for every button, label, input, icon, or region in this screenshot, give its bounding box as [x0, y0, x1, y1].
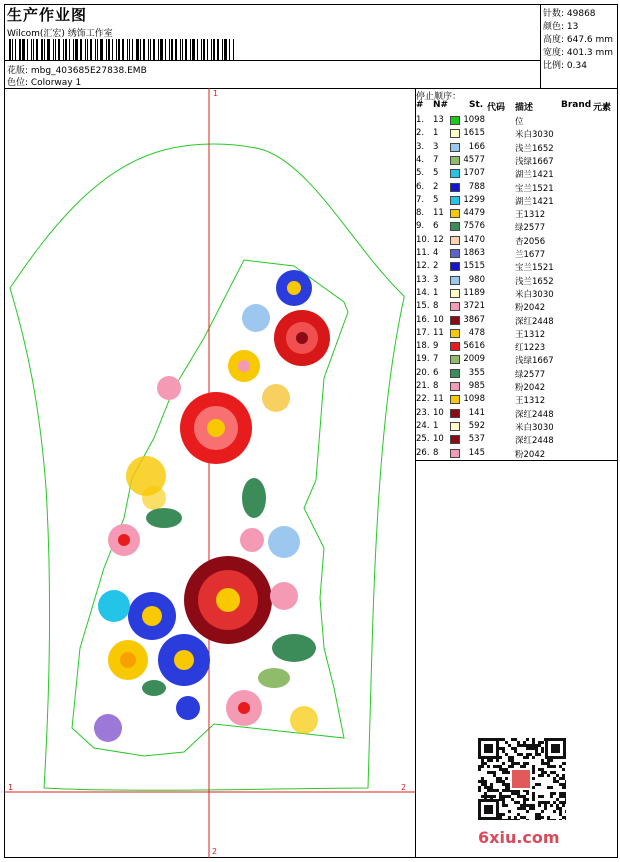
row-index: 24. — [416, 420, 430, 431]
barcode-bar — [95, 39, 96, 61]
row-index: 16. — [416, 314, 430, 325]
legend-row — [415, 127, 618, 140]
barcode-bar — [169, 39, 170, 61]
row-needle: 8 — [433, 381, 439, 391]
barcode-bar — [55, 39, 56, 61]
barcode-bar — [97, 39, 98, 61]
row-index: 13. — [416, 274, 430, 285]
barcode-bar — [165, 39, 166, 61]
row-index: 12. — [416, 261, 430, 272]
row-description: 位 — [515, 117, 524, 127]
col-header-needle: N# — [433, 100, 449, 110]
row-stitches: 166 — [468, 141, 485, 152]
barcode — [9, 39, 235, 61]
row-description: 兰1677 — [515, 250, 546, 260]
row-index: 21. — [416, 381, 430, 391]
barcode-bar — [224, 39, 227, 61]
legend-row — [415, 340, 618, 353]
barcode-bar — [160, 39, 163, 61]
legend-row — [415, 207, 618, 220]
row-index: 7. — [416, 194, 425, 205]
color-swatch — [450, 156, 460, 165]
col-header-code: 代码 — [487, 103, 506, 113]
color-swatch — [450, 329, 460, 338]
barcode-bar — [190, 39, 191, 61]
legend-row — [415, 393, 618, 406]
row-needle: 10 — [433, 407, 444, 418]
barcode-bar — [58, 39, 60, 61]
stats-panel — [540, 4, 618, 88]
row-stitches: 788 — [468, 181, 485, 192]
legend-row — [415, 220, 618, 233]
row-needle: 6 — [433, 367, 439, 378]
row-description: 深红2448 — [515, 409, 554, 420]
color-swatch — [450, 129, 460, 138]
legend-row — [415, 181, 618, 194]
row-description: 浅兰1652 — [515, 143, 554, 154]
barcode-bar — [180, 39, 181, 61]
col-header-desc: 描述 — [515, 103, 534, 113]
color-swatch — [450, 236, 460, 245]
barcode-bar — [80, 39, 82, 61]
barcode-bar — [108, 39, 110, 61]
barcode-bar — [9, 39, 11, 61]
color-swatch — [450, 222, 460, 231]
row-needle: 8 — [433, 447, 439, 458]
barcode-bar — [171, 39, 173, 61]
barcode-bar — [158, 39, 159, 61]
barcode-bar — [33, 39, 34, 61]
color-swatch — [450, 209, 460, 218]
row-description: 深红2448 — [515, 436, 554, 447]
row-description: 王1312 — [515, 396, 546, 407]
legend-row — [415, 114, 618, 127]
row-description: 粉2042 — [515, 383, 546, 393]
row-description: 绿2577 — [515, 369, 546, 380]
row-stitches: 355 — [468, 367, 485, 378]
legend-row — [415, 247, 618, 260]
barcode-bar — [222, 39, 223, 61]
barcode-bar — [15, 39, 16, 61]
barcode-bar — [182, 39, 183, 61]
barcode-bar — [150, 39, 151, 61]
barcode-bar — [31, 39, 32, 61]
barcode-bar — [12, 39, 13, 61]
row-stitches: 5616 — [463, 341, 485, 352]
legend-row — [415, 353, 618, 366]
color-swatch — [450, 116, 460, 125]
watermark-logo: 6xiu.com — [478, 828, 560, 847]
legend-row — [415, 314, 618, 327]
row-index: 25. — [416, 434, 430, 445]
barcode-bar — [148, 39, 149, 61]
row-needle: 11 — [433, 394, 444, 405]
design-width: 宽度: 401.3 mm — [543, 48, 614, 58]
row-stitches: 1515 — [463, 261, 485, 272]
legend-divider — [415, 460, 618, 461]
color-swatch — [450, 302, 460, 311]
row-index: 3. — [416, 141, 425, 152]
color-swatch — [450, 409, 460, 418]
row-description: 米白3030 — [515, 422, 554, 433]
barcode-bar — [153, 39, 155, 61]
row-needle: 11 — [433, 327, 444, 338]
legend-row — [415, 154, 618, 167]
barcode-bar — [85, 39, 86, 61]
color-swatch — [450, 435, 460, 444]
row-stitches: 2009 — [463, 354, 485, 365]
row-index: 5. — [416, 168, 425, 179]
col-header-num: # — [416, 100, 424, 110]
barcode-bar — [122, 39, 124, 61]
col-header-brand: Brand — [561, 100, 592, 110]
row-description: 杏2056 — [515, 236, 546, 247]
marker-left: 1 — [8, 783, 14, 792]
barcode-bar — [192, 39, 195, 61]
row-index: 2. — [416, 128, 425, 139]
legend-row — [415, 141, 618, 154]
barcode-bar — [63, 39, 64, 61]
embroidery-preview — [4, 88, 415, 858]
color-swatch — [450, 262, 460, 271]
barcode-bar — [211, 39, 212, 61]
barcode-bar — [69, 39, 70, 61]
color-swatch — [450, 289, 460, 298]
row-stitches: 1098 — [463, 115, 485, 125]
row-stitches: 985 — [468, 381, 485, 391]
row-stitches: 980 — [468, 274, 485, 285]
barcode-bar — [136, 39, 139, 61]
row-index: 15. — [416, 301, 430, 312]
marker-top: 1 — [213, 89, 219, 98]
row-stitches: 141 — [468, 407, 485, 418]
row-needle: 1 — [433, 287, 439, 298]
barcode-bar — [36, 39, 38, 61]
stitch-count: 针数: 49868 — [543, 9, 596, 19]
legend-row — [415, 287, 618, 300]
barcode-bar — [27, 39, 28, 61]
row-index: 19. — [416, 354, 430, 365]
row-stitches: 1189 — [463, 287, 485, 298]
row-stitches: 3867 — [463, 314, 485, 325]
row-index: 14. — [416, 287, 430, 298]
barcode-bar — [175, 39, 177, 61]
row-index: 8. — [416, 208, 425, 219]
row-needle: 12 — [433, 234, 444, 245]
barcode-bar — [75, 39, 78, 61]
legend-row — [415, 194, 618, 207]
row-index: 11. — [416, 248, 430, 258]
page-title: 生产作业图 — [7, 6, 88, 24]
row-needle: 1 — [433, 420, 439, 431]
color-swatch — [450, 183, 460, 192]
barcode-bar — [118, 39, 120, 61]
row-needle: 13 — [433, 115, 444, 125]
barcode-bar — [229, 39, 230, 61]
design-height: 高度: 647.6 mm — [543, 35, 614, 45]
barcode-bar — [207, 39, 208, 61]
row-needle: 10 — [433, 434, 444, 445]
row-index: 6. — [416, 181, 425, 192]
barcode-bar — [47, 39, 50, 61]
row-stitches: 1863 — [463, 248, 485, 258]
row-description: 湖兰1421 — [515, 170, 554, 181]
divider — [4, 60, 540, 61]
row-description: 米白3030 — [515, 130, 554, 141]
row-description: 浅绿1667 — [515, 156, 554, 167]
barcode-bar — [185, 39, 187, 61]
color-swatch — [450, 449, 460, 458]
color-swatch — [450, 169, 460, 178]
row-needle: 6 — [433, 221, 439, 232]
row-index: 22. — [416, 394, 430, 405]
legend-row — [415, 367, 618, 380]
row-needle: 7 — [433, 154, 439, 165]
barcode-bar — [90, 39, 92, 61]
legend-row — [415, 433, 618, 446]
company-name: Wilcom(汇宏) 绣饰工作室 — [7, 29, 113, 39]
row-description: 王1312 — [515, 329, 546, 340]
qr-code — [478, 738, 566, 820]
row-description: 宝兰1521 — [515, 183, 554, 194]
row-description: 浅兰1652 — [515, 276, 554, 287]
row-index: 4. — [416, 154, 425, 165]
row-description: 绿2577 — [515, 223, 546, 234]
row-stitches: 145 — [468, 447, 485, 458]
row-stitches: 4577 — [463, 154, 485, 165]
barcode-bar — [87, 39, 88, 61]
design-filename: 花版: mbg_403685E27838.EMB — [7, 66, 147, 76]
row-description: 米白3030 — [515, 289, 554, 300]
legend-title: 停止顺序： — [416, 92, 462, 102]
barcode-bar — [65, 39, 67, 61]
row-index: 18. — [416, 341, 430, 352]
barcode-bar — [201, 39, 202, 61]
barcode-bar — [53, 39, 54, 61]
row-description: 粉2042 — [515, 303, 546, 314]
barcode-bar — [112, 39, 113, 61]
barcode-bar — [100, 39, 103, 61]
color-sequence-legend — [415, 88, 618, 460]
color-swatch — [450, 395, 460, 404]
embroidery-flowers — [94, 270, 330, 742]
barcode-bar — [213, 39, 215, 61]
barcode-bar — [129, 39, 130, 61]
barcode-bar — [143, 39, 145, 61]
legend-row — [415, 274, 618, 287]
col-header-element: 元素 — [593, 103, 612, 113]
row-needle: 2 — [433, 181, 439, 192]
legend-row — [415, 380, 618, 393]
sleeve-outline — [10, 144, 407, 792]
row-index: 10. — [416, 234, 430, 245]
row-index: 23. — [416, 407, 430, 418]
barcode-bar — [44, 39, 45, 61]
color-swatch — [450, 355, 460, 364]
barcode-bar — [233, 39, 234, 61]
color-swatch — [450, 276, 460, 285]
legend-row — [415, 407, 618, 420]
row-needle: 11 — [433, 208, 444, 219]
row-needle: 8 — [433, 301, 439, 312]
row-needle: 3 — [433, 274, 439, 285]
color-swatch — [450, 196, 460, 205]
row-needle: 1 — [433, 128, 439, 139]
row-needle: 7 — [433, 354, 439, 365]
row-stitches: 1707 — [463, 168, 485, 179]
color-count: 颜色: 13 — [543, 22, 579, 32]
barcode-bar — [140, 39, 141, 61]
legend-row — [415, 260, 618, 273]
color-swatch — [450, 422, 460, 431]
color-swatch — [450, 382, 460, 391]
row-stitches: 537 — [468, 434, 485, 445]
row-index: 20. — [416, 367, 430, 378]
row-description: 粉2042 — [515, 449, 546, 460]
row-needle: 3 — [433, 141, 439, 152]
row-description: 宝兰1521 — [515, 263, 554, 274]
color-swatch — [450, 143, 460, 152]
row-needle: 10 — [433, 314, 444, 325]
legend-row — [415, 447, 618, 460]
row-description: 红1223 — [515, 343, 546, 354]
legend-row — [415, 234, 618, 247]
row-description: 深红2448 — [515, 316, 554, 327]
marker-bottom: 2 — [212, 847, 218, 856]
row-description: 王1312 — [515, 210, 546, 221]
barcode-bar — [106, 39, 107, 61]
barcode-bar — [19, 39, 21, 61]
marker-right: 2 — [401, 783, 407, 792]
barcode-bar — [197, 39, 198, 61]
design-scale: 比例: 0.34 — [543, 61, 587, 71]
row-description: 浅绿1667 — [515, 356, 554, 367]
barcode-bar — [22, 39, 25, 61]
row-stitches: 4479 — [463, 208, 485, 219]
row-description: 湖兰1421 — [515, 196, 554, 207]
row-index: 17. — [416, 327, 430, 338]
barcode-bar — [203, 39, 205, 61]
row-stitches: 478 — [468, 327, 485, 338]
row-stitches: 7576 — [463, 221, 485, 232]
legend-row — [415, 327, 618, 340]
row-needle: 2 — [433, 261, 439, 272]
barcode-bar — [217, 39, 219, 61]
col-header-stitches: St. — [469, 100, 484, 110]
color-swatch — [450, 316, 460, 325]
row-index: 9. — [416, 221, 425, 232]
row-index: 1. — [416, 115, 425, 125]
color-swatch — [450, 342, 460, 351]
row-stitches: 1299 — [463, 194, 485, 205]
barcode-bar — [73, 39, 74, 61]
header-info — [4, 4, 540, 88]
legend-row — [415, 167, 618, 180]
row-stitches: 592 — [468, 420, 485, 431]
color-swatch — [450, 249, 460, 258]
barcode-bar — [41, 39, 43, 61]
row-stitches: 1615 — [463, 128, 485, 139]
row-stitches: 1098 — [463, 394, 485, 405]
row-stitches: 1470 — [463, 234, 485, 245]
barcode-bar — [132, 39, 133, 61]
row-needle: 4 — [433, 248, 439, 258]
barcode-bar — [116, 39, 117, 61]
barcode-bar — [127, 39, 128, 61]
color-swatch — [450, 369, 460, 378]
row-stitches: 3721 — [463, 301, 485, 312]
legend-row — [415, 420, 618, 433]
design-canvas — [4, 88, 415, 858]
row-needle: 9 — [433, 341, 439, 352]
colorway-label: 色位: Colorway 1 — [7, 78, 82, 88]
row-index: 26. — [416, 447, 430, 458]
row-needle: 5 — [433, 194, 439, 205]
row-needle: 5 — [433, 168, 439, 179]
legend-row — [415, 300, 618, 313]
